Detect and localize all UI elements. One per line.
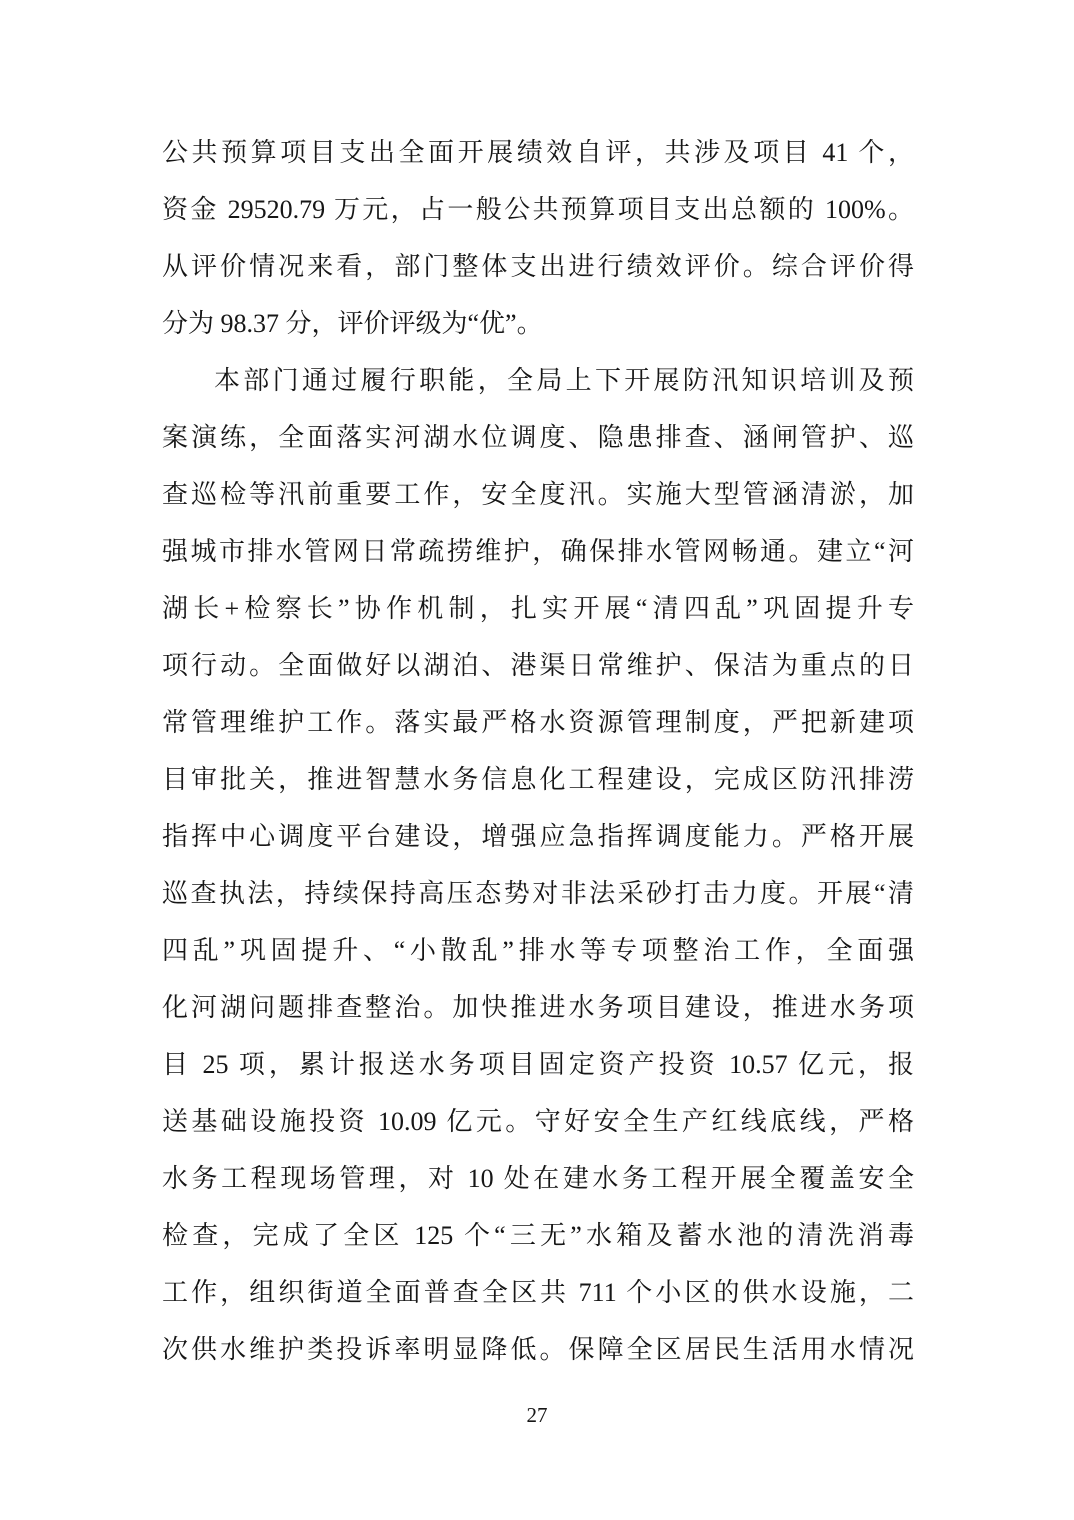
document-text <box>162 124 914 1378</box>
text-line: 化河湖问题排查整治。加快推进水务项目建设，推进水务项 <box>162 993 914 1022</box>
text-line: 次供水维护类投诉率明显降低。保障全区居民生活用水情况 <box>162 1335 914 1364</box>
page-number: 27 <box>526 1403 548 1427</box>
text-line: 检查，完成了全区 125 个“三无”水箱及蓄水池的清洗消毒 <box>162 1221 914 1250</box>
text-line: 从评价情况来看，部门整体支出进行绩效评价。综合评价得 <box>162 252 914 281</box>
text-line: 送基础设施投资 10.09 亿元。守好安全生产红线底线，严格 <box>162 1107 914 1136</box>
text-line: 本部门通过履行职能，全局上下开展防汛知识培训及预 <box>214 366 914 395</box>
text-line: 指挥中心调度平台建设，增强应急指挥调度能力。严格开展 <box>162 822 914 851</box>
text-line: 四乱”巩固提升、“小散乱”排水等专项整治工作，全面强 <box>162 936 914 965</box>
text-line: 工作，组织街道全面普查全区共 711 个小区的供水设施，二 <box>162 1278 914 1307</box>
text-line: 巡查执法，持续保持高压态势对非法采砂打击力度。开展“清 <box>162 879 914 908</box>
text-line: 目 25 项，累计报送水务项目固定资产投资 10.57 亿元，报 <box>162 1050 914 1079</box>
text-line: 强城市排水管网日常疏捞维护，确保排水管网畅通。建立“河 <box>162 537 914 566</box>
text-line: 常管理维护工作。落实最严格水资源管理制度，严把新建项 <box>162 708 914 737</box>
text-line: 项行动。全面做好以湖泊、港渠日常维护、保洁为重点的日 <box>162 651 914 680</box>
text-line: 查巡检等汛前重要工作，安全度汛。实施大型管涵清淤，加 <box>162 480 914 509</box>
text-line: 资金 29520.79 万元，占一般公共预算项目支出总额的 100%。 <box>162 195 914 224</box>
text-line: 水务工程现场管理，对 10 处在建水务工程开展全覆盖安全 <box>162 1164 914 1193</box>
text-line: 湖长+检察长”协作机制，扎实开展“清四乱”巩固提升专 <box>162 594 914 623</box>
text-line: 案演练，全面落实河湖水位调度、隐患排查、涵闸管护、巡 <box>162 423 914 452</box>
text-line: 公共预算项目支出全面开展绩效自评，共涉及项目 41 个， <box>162 138 914 167</box>
text-line: 目审批关，推进智慧水务信息化工程建设，完成区防汛排涝 <box>162 765 914 794</box>
text-line: 分为 98.37 分，评价评级为“优”。 <box>162 309 543 338</box>
